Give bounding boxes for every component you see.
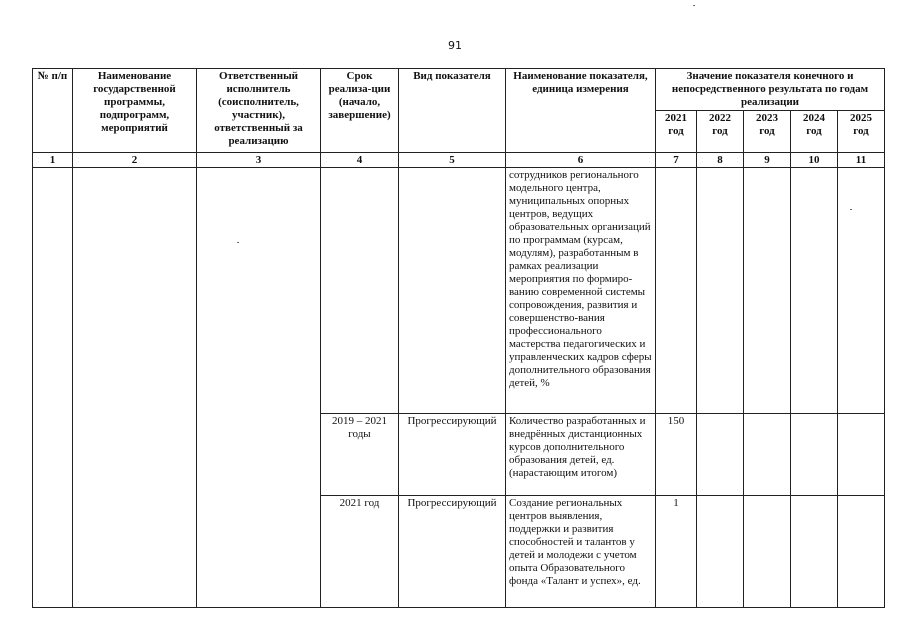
- cell-value-2022: [697, 414, 744, 496]
- col-number: 7: [656, 153, 697, 168]
- col-number: 6: [506, 153, 656, 168]
- cell-value-2025: [838, 496, 885, 608]
- cell-indicator-name: сотрудников регионального модельного центра, муниципальных опорных центров, ведущих образовательных организаций по программам (курсам, модулям), разработанным в рамках реализации мероприятия по формиро-ванию современной системы сопровождения, развития и совершенство-вания профессионального мастерства педагогических и управленческих кадров сферы дополнительного образования детей, %: [506, 168, 656, 414]
- cell-value-2023: [744, 496, 791, 608]
- cell-value-2021: 150: [656, 414, 697, 496]
- cell-term: 2019 – 2021 годы: [321, 414, 399, 496]
- header-year-2024: 2024 год: [791, 111, 838, 153]
- header-executor: Ответственный исполнитель (соисполнитель, участник), ответственный за реализацию: [197, 69, 321, 153]
- column-numbers-row: [33, 153, 885, 168]
- col-number: 2: [73, 153, 197, 168]
- cell-term: 2021 год: [321, 496, 399, 608]
- scan-speck: [850, 209, 852, 210]
- cell-value-2024: [791, 496, 838, 608]
- scan-speck: [237, 242, 239, 243]
- cell-indicator-name: Количество разработанных и внедрённых дистанционных курсов дополнительного образования детей, ед. (нарастающим итогом): [506, 414, 656, 496]
- col-number: 8: [697, 153, 744, 168]
- col-number: 5: [399, 153, 506, 168]
- header-program-name: Наименование государственной программы, подпрограмм, мероприятий: [73, 69, 197, 153]
- col-number: 11: [838, 153, 885, 168]
- page-number: 91: [448, 39, 462, 52]
- cell-value-2021: 1: [656, 496, 697, 608]
- table-row: [33, 168, 885, 414]
- col-number: 4: [321, 153, 399, 168]
- header-indicator-name: Наименование показателя, единица измерения: [506, 69, 656, 153]
- header-year-2021: 2021 год: [656, 111, 697, 153]
- indicators-table: [32, 68, 885, 608]
- cell-indicator-name: Создание региональных центров выявления, поддержки и развития способностей и талантов у детей и молодежи с учетом опыта Образовательного фонда «Талант и успех», ед.: [506, 496, 656, 608]
- cell-term: [321, 168, 399, 414]
- scan-speck: [693, 5, 695, 6]
- col-number: 9: [744, 153, 791, 168]
- header-indicator-type: Вид показателя: [399, 69, 506, 153]
- col-number: 10: [791, 153, 838, 168]
- cell-value-2023: [744, 168, 791, 414]
- cell-number: [33, 168, 73, 608]
- cell-value-2023: [744, 414, 791, 496]
- cell-program-name: [73, 168, 197, 608]
- cell-executor: [197, 168, 321, 608]
- col-number: 1: [33, 153, 73, 168]
- header-values-group: Значение показателя конечного и непосредственного результата по годам реализации: [656, 69, 885, 111]
- cell-value-2021: [656, 168, 697, 414]
- header-number: № п/п: [33, 69, 73, 153]
- header-year-2025: 2025 год: [838, 111, 885, 153]
- cell-value-2025: [838, 168, 885, 414]
- cell-value-2022: [697, 496, 744, 608]
- cell-indicator-type: [399, 168, 506, 414]
- header-year-2022: 2022 год: [697, 111, 744, 153]
- header-term: Срок реализа-ции (начало, завершение): [321, 69, 399, 153]
- col-number: 3: [197, 153, 321, 168]
- header-year-2023: 2023 год: [744, 111, 791, 153]
- cell-indicator-type: Прогрессирующий: [399, 496, 506, 608]
- cell-indicator-type: Прогрессирующий: [399, 414, 506, 496]
- cell-value-2022: [697, 168, 744, 414]
- cell-value-2025: [838, 414, 885, 496]
- cell-value-2024: [791, 414, 838, 496]
- cell-value-2024: [791, 168, 838, 414]
